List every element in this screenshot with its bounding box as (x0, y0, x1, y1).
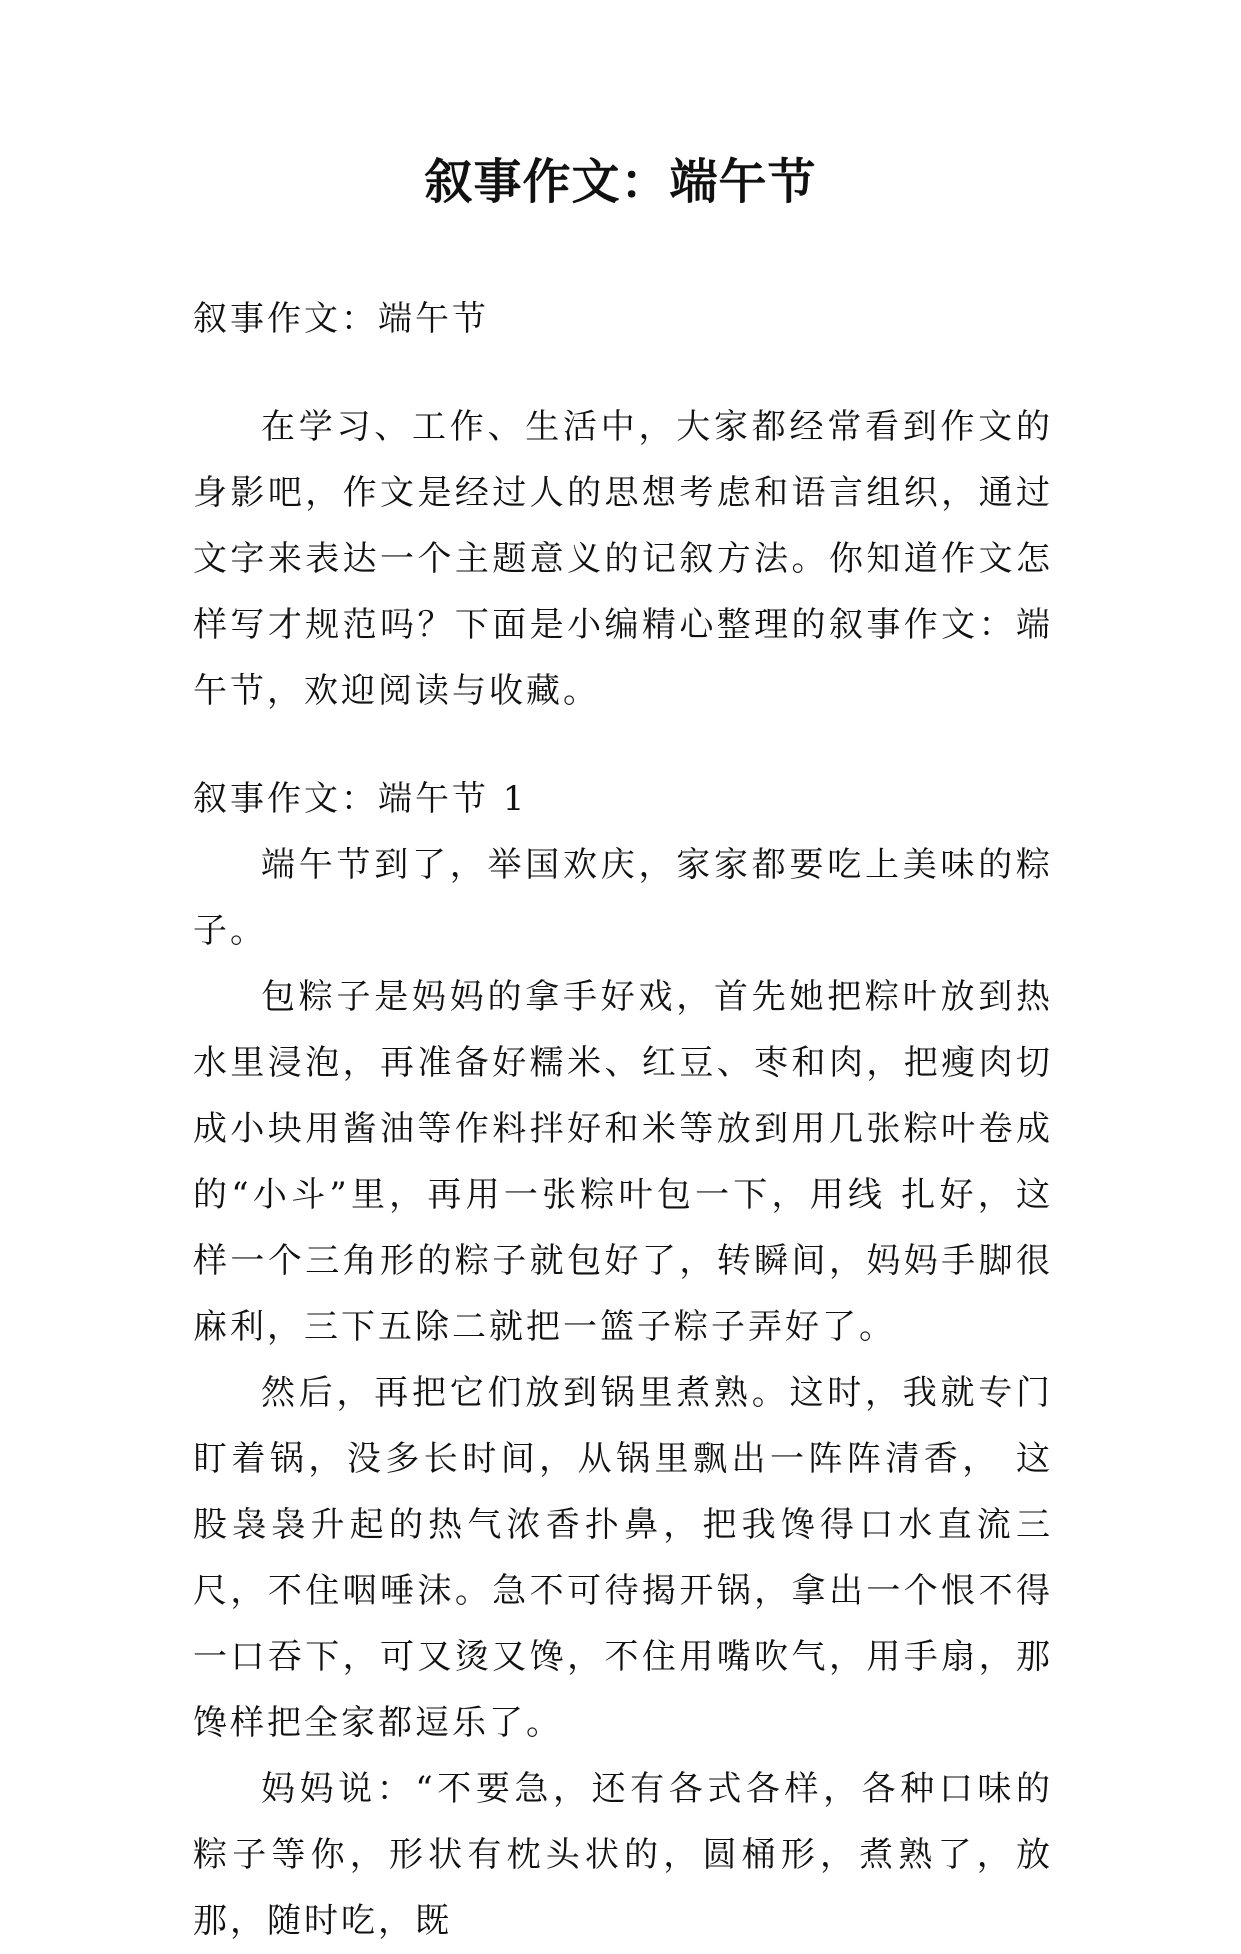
body-paragraph-2: 包粽子是妈妈的拿手好戏，首先她把粽叶放到热水里浸泡，再准备好糯米、红豆、枣和肉，把瘦肉切成小块用酱油等作料拌好和米等放到用几张粽叶卷成的“小斗”里，再用一张粽叶包一下，用线 扎好，这样一个三角形的粽子就包好了，转瞬间，妈妈手脚很麻利，三下五除二就把一篮子粽子弄好了。 (193, 977, 1053, 1347)
section-heading: 叙事作文：端午节 1 (193, 779, 528, 819)
intro-paragraph: 在学习、工作、生活中，大家都经常看到作文的身影吧，作文是经过人的思想考虑和语言组织，通过文字来表达一个主题意义的记叙方法。你知道作文怎样写才规范吗？下面是小编精心整理的叙事作文：端午节，欢迎阅读与收藏。 (193, 407, 1053, 711)
document-title: 叙事作文：端午节 (424, 154, 817, 210)
body-paragraph-3: 然后，再把它们放到锅里煮熟。这时，我就专门盯着锅，没多长时间，从锅里飘出一阵阵清香， 这股袅袅升起的热气浓香扑鼻，把我馋得口水直流三尺，不住咽唾沫。急不可待揭开锅，拿出一个恨不得一口吞下，可又烫又馋，不住用嘴吹气，用手扇，那馋样把全家都逗乐了。 (193, 1373, 1053, 1743)
document-body (193, 286, 1053, 1954)
body-paragraph-1: 端午节到了，举国欢庆，家家都要吃上美味的粽子。 (193, 845, 1053, 951)
body-paragraph-4: 妈妈说：“不要急，还有各式各样，各种口味的粽子等你，形状有枕头状的，圆桶形，煮熟了，放那，随时吃，既 (193, 1769, 1053, 1941)
document-subtitle: 叙事作文：端午节 (193, 299, 489, 339)
